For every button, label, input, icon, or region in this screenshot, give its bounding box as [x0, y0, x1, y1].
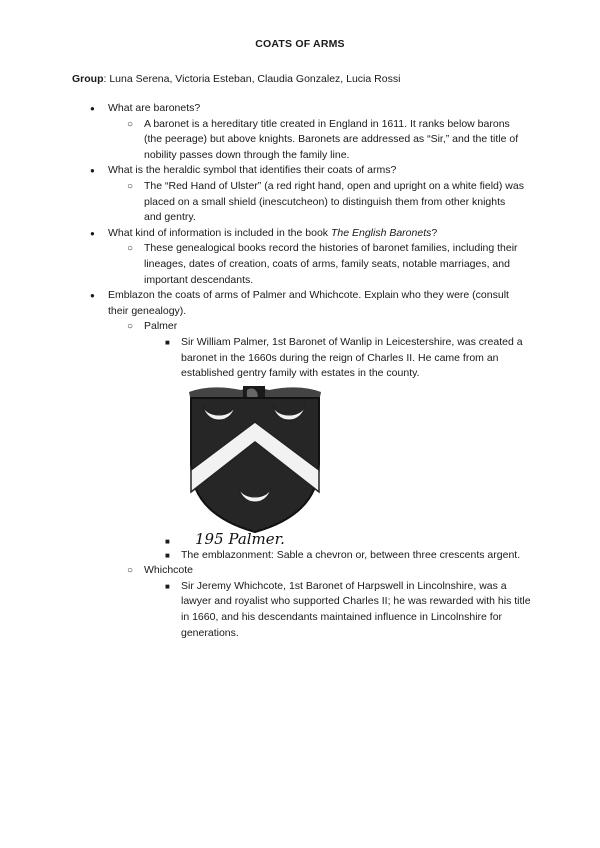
whichcote-bio-item	[0, 579, 531, 641]
crest-caption: 195 Palmer.	[195, 529, 285, 548]
sub-item-whichcote	[0, 563, 524, 579]
bullet-icon: ■	[165, 536, 170, 546]
bullet-icon: ●	[90, 291, 95, 301]
bullet-icon: ●	[90, 104, 95, 113]
list-item-q4	[0, 288, 528, 319]
answer-text: These genealogical books record the histories of baronet families, including their lineages, dates of creation, coats of arms, family seats, notable marriages, and important descendants.	[144, 242, 518, 286]
list-item-q3	[0, 226, 528, 242]
bullet-icon: ○	[127, 180, 134, 192]
answer-item-q2	[0, 179, 524, 226]
bullet-icon: ■	[165, 581, 170, 591]
bullet-icon: ○	[127, 118, 134, 130]
book-title: The English Baronets	[330, 226, 432, 239]
family-name: Palmer	[144, 320, 178, 333]
list-item-q1	[0, 101, 528, 117]
bullet-icon: ○	[127, 243, 134, 255]
question-list	[0, 101, 600, 641]
bullet-icon: ●	[90, 166, 95, 176]
group-members: : Luna Serena, Victoria Esteban, Claudia Gonzalez, Lucia Rossi	[103, 73, 401, 85]
question-text: What kind of information is included in the book	[108, 226, 331, 239]
family-name: Whichcote	[144, 564, 194, 577]
question-suffix: ?	[431, 226, 438, 239]
bullet-icon: ○	[127, 321, 134, 333]
palmer-crest-item	[0, 384, 600, 548]
bullet-icon: ●	[90, 228, 95, 238]
bullet-icon: ■	[165, 550, 170, 560]
answer-item-q3	[0, 241, 524, 288]
answer-text: A baronet is a hereditary title created in England in 1611. It ranks below barons (the peerage) but above knights. Baronets are addressed as “Sir,” and the title of nobility passes down through the family line.	[144, 117, 519, 161]
palmer-bio-item	[0, 335, 531, 382]
bio-text: Sir William Palmer, 1st Baronet of Wanlip in Leicestershire, was created a baronet in the 1660s during the reign of Charles II. He came from an established gentry family with estates in the county.	[181, 335, 523, 380]
question-text: Emblazon the coats of arms of Palmer and Whichcote. Explain who they were (consult their genealogy).	[108, 289, 509, 317]
group-label: Group	[72, 73, 104, 85]
bio-text: Sir Jeremy Whichcote, 1st Baronet of Harpswell in Lincolnshire, was a lawyer and royalist who supported Charles II; he was rewarded with his title in 1660, and his descendants maintained influence in Lincolnshire for generations.	[181, 579, 531, 639]
palmer-emblazonment-item	[0, 548, 531, 564]
question-text: What are baronets?	[108, 102, 201, 114]
emblazonment-text: The emblazonment: Sable a chevron or, between three crescents argent.	[181, 548, 521, 561]
document-title: COATS OF ARMS	[255, 38, 345, 50]
sub-item-palmer	[0, 319, 524, 335]
answer-text: The “Red Hand of Ulster” (a red right hand, open and upright on a white field) was placed on a small shield (inescutcheon) to distinguish them from other knights and gentry.	[144, 179, 524, 224]
bullet-icon: ■	[165, 337, 170, 347]
answer-item-q1	[0, 117, 524, 164]
bullet-icon: ○	[127, 565, 134, 577]
list-item-q2	[0, 163, 528, 179]
group-line	[72, 73, 400, 85]
question-text: What is the heraldic symbol that identifies their coats of arms?	[108, 164, 397, 177]
palmer-coat-of-arms-image	[181, 384, 326, 548]
